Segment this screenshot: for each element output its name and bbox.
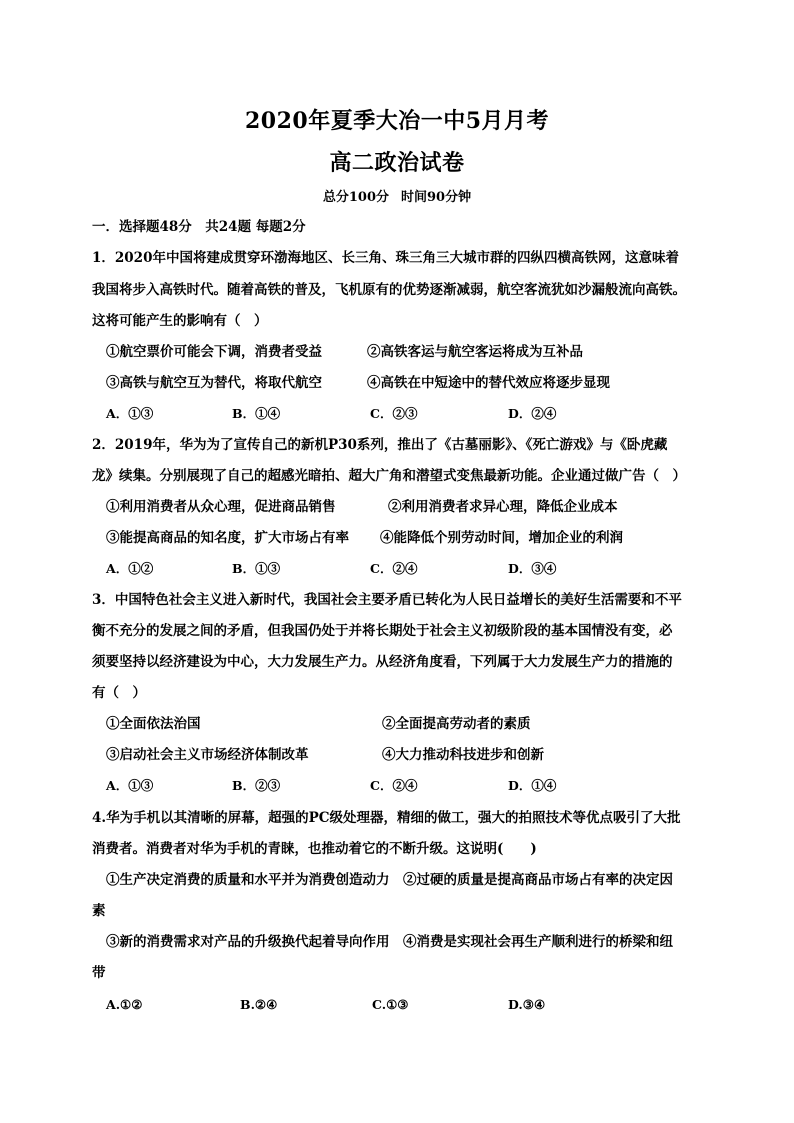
question-text-line: 衡不充分的发展之间的矛盾，但我国仍处于并将长期处于社会主义初级阶段的基本国情没有变，必 [92, 623, 673, 639]
question-text-line: 2．2019年，华为为了宣传自己的新机P30系列，推出了《古墓丽影》、《死亡游戏》与《卧虎藏 [92, 437, 668, 453]
question-text-line: 龙》续集。分别展现了自己的超感光暗拍、超大广角和潜望式变焦最新功能。企业通过做广告（ ） [92, 468, 686, 484]
exam-title: 2020年夏季大冶一中5月月考 [244, 108, 550, 134]
exam-time: 时间90分钟 [401, 190, 472, 205]
answer-choice: A．①② [106, 561, 154, 576]
answer-choice: D．②④ [508, 406, 557, 421]
answer-choice: A．①③ [106, 778, 154, 793]
statement-option: ④大力推动科技进步和创新 [382, 747, 544, 763]
statement-option: ③启动社会主义市场经济体制改革 [106, 747, 309, 763]
exam-subtitle: 高二政治试卷 [329, 150, 465, 176]
question-text-line: 这将可能产生的影响有（ ） [92, 313, 268, 329]
question-text-line: 有（ ） [92, 685, 146, 701]
statement-option: ①利用消费者从众心理，促进商品销售 [106, 499, 336, 515]
statement-option: ④高铁在中短途中的替代效应将逐步显现 [367, 375, 610, 391]
statement-option: ②高铁客运与航空客运将成为互补品 [367, 344, 583, 360]
answer-choice: A.①② [106, 997, 143, 1012]
answer-choice: B.②④ [240, 997, 278, 1012]
answer-choice: D．①④ [508, 778, 557, 793]
question-text-line: 须要坚持以经济建设为中心，大力发展生产力。从经济角度看，下列属于大力发展生产力的措施的 [92, 654, 673, 670]
statement-option-continuation: 带 [92, 965, 106, 981]
question-text-line: 消费者。消费者对华为手机的青睐，也推动着它的不断升级。这说明( ) [92, 841, 537, 857]
section-heading: 一．选择题48分 共24题 每题2分 [92, 219, 306, 235]
statement-option: ③新的消费需求对产品的升级换代起着导向作用 ④消费是实现社会再生产顺利进行的桥梁和纽 [106, 934, 673, 950]
answer-choice: C．②④ [370, 561, 418, 576]
statement-option: ③能提高商品的知名度，扩大市场占有率 [106, 530, 349, 546]
statement-option: ③高铁与航空互为替代，将取代航空 [106, 375, 322, 391]
answer-choice: C．②④ [370, 778, 418, 793]
question-text-line: 1．2020年中国将建成贯穿环渤海地区、长三角、珠三角三大城市群的四纵四横高铁网，这意味着 [92, 250, 679, 266]
total-score: 总分100分 [322, 190, 390, 205]
statement-option: ①生产决定消费的质量和水平并为消费创造动力 ②过硬的质量是提高商品市场占有率的决定因 [106, 872, 673, 888]
question-text-line: 4.华为手机以其清晰的屏幕，超强的PC级处理器，精细的做工，强大的拍照技术等优点吸引了大批 [92, 810, 681, 826]
answer-choice: A．①③ [106, 406, 154, 421]
statement-option-continuation: 素 [92, 903, 106, 919]
answer-choice: B．①③ [232, 561, 281, 576]
answer-choice: C．②③ [370, 406, 418, 421]
question-text-line: 3．中国特色社会主义进入新时代，我国社会主要矛盾已转化为人民日益增长的美好生活需要和不平 [92, 592, 682, 608]
answer-choice: D．③④ [508, 561, 557, 576]
answer-choice: C.①③ [372, 997, 409, 1012]
statement-option: ②利用消费者求异心理，降低企业成本 [388, 499, 618, 515]
statement-option: ④能降低个别劳动时间，增加企业的利润 [380, 530, 623, 546]
statement-option: ①航空票价可能会下调，消费者受益 [106, 344, 322, 360]
question-text-line: 我国将步入高铁时代。随着高铁的普及，飞机原有的优势逐渐减弱，航空客流犹如沙漏般流向高铁。 [92, 282, 686, 298]
exam-meta [0, 186, 794, 205]
answer-choice: B．②③ [232, 778, 281, 793]
statement-option: ①全面依法治国 [106, 716, 201, 732]
answer-choice: B．①④ [232, 406, 281, 421]
statement-option: ②全面提高劳动者的素质 [382, 716, 531, 732]
answer-choice: D.③④ [508, 997, 546, 1012]
